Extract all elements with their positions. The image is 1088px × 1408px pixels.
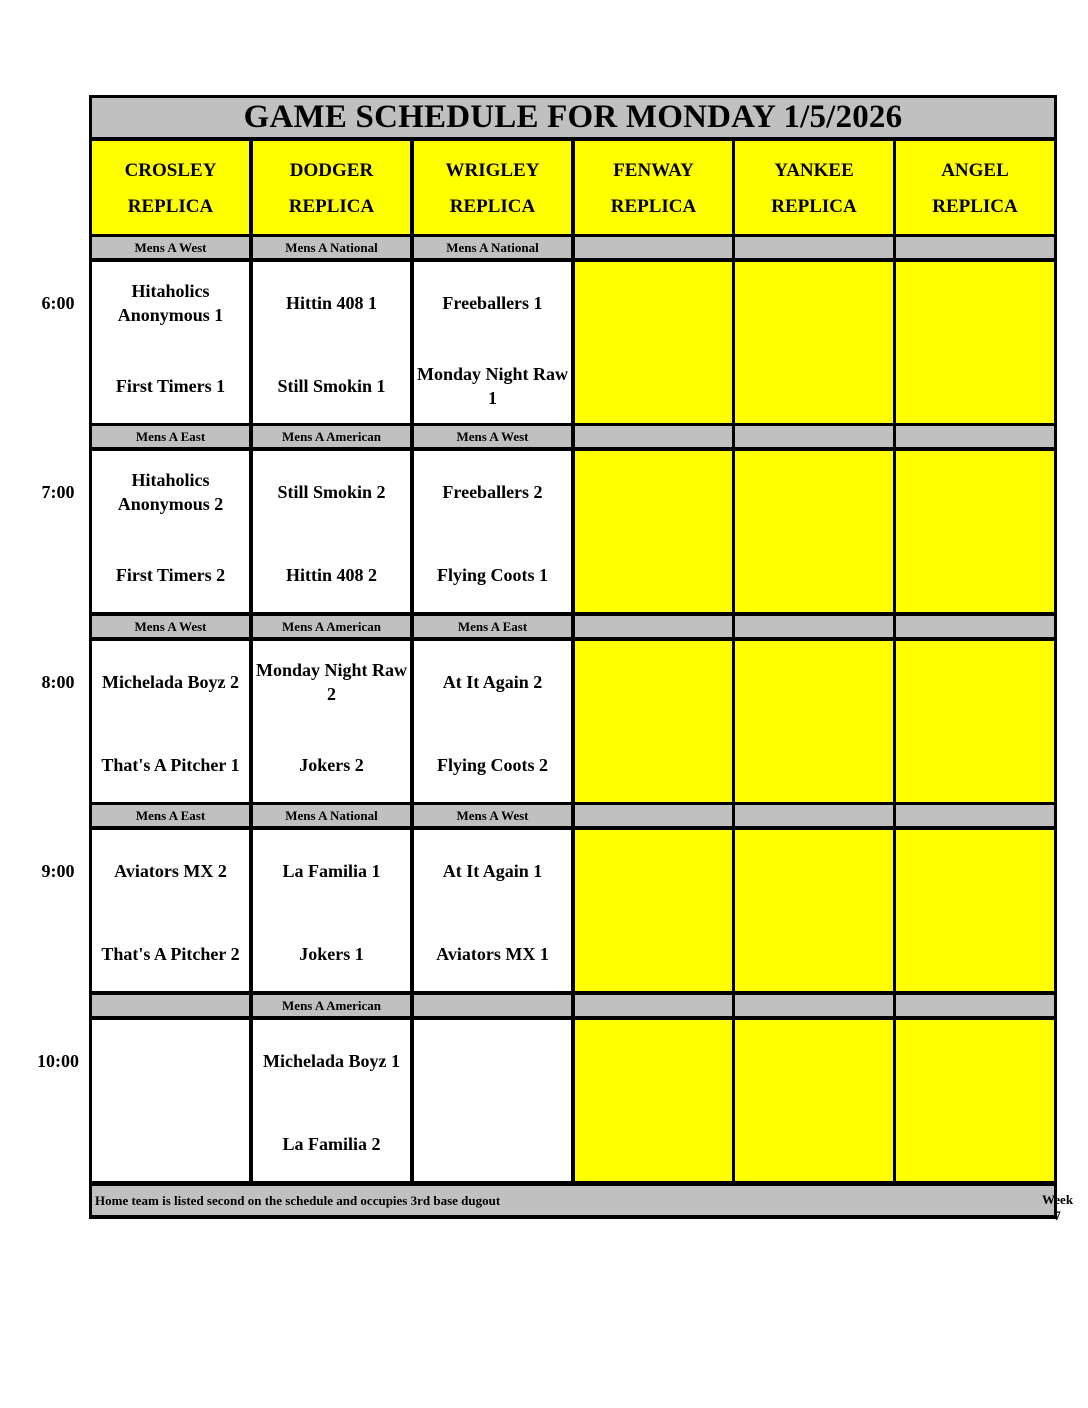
division-label: Mens A American: [253, 426, 410, 447]
game-cell: [92, 262, 249, 423]
field-subtitle: REPLICA: [932, 196, 1018, 217]
home-team: Still Smokin 1: [277, 376, 386, 396]
division-label: [575, 805, 732, 826]
division-label: Mens A East: [92, 805, 249, 826]
footer-note: [92, 1186, 1074, 1223]
field-name: DODGER: [289, 160, 374, 181]
home-team: Aviators MX 1: [436, 944, 549, 964]
home-team: First Timers 1: [115, 376, 226, 396]
division-label: [735, 805, 893, 826]
game-cell: [92, 830, 249, 991]
field-subtitle: REPLICA: [610, 196, 697, 217]
division-label: [896, 426, 1054, 447]
division-label: Mens A West: [414, 426, 571, 447]
division-label: Mens A National: [414, 237, 571, 258]
field-header-crosley: [92, 141, 249, 234]
empty-field-slot: [735, 262, 893, 423]
empty-field-slot: [896, 1020, 1054, 1181]
game-cell: [253, 1020, 410, 1181]
empty-field-slot: [735, 641, 893, 802]
division-label: [896, 805, 1054, 826]
home-team: Jokers 1: [299, 944, 364, 964]
home-team: Flying Coots 1: [436, 565, 548, 585]
visiting-team: Aviators MX 2: [114, 861, 227, 881]
game-cell: [92, 641, 249, 802]
division-label: [414, 995, 571, 1016]
visiting-team: Hitaholics Anonymous 2: [117, 470, 224, 514]
game-cell: [414, 1020, 571, 1181]
game-cell: [414, 262, 571, 423]
home-team: That's A Pitcher 1: [101, 755, 240, 775]
visiting-team: Freeballers 1: [442, 293, 543, 313]
empty-field-slot: [575, 451, 732, 612]
visiting-team: Michelada Boyz 1: [263, 1051, 400, 1071]
visiting-team: La Familia 1: [282, 861, 381, 881]
division-label: [896, 237, 1054, 258]
division-label: [575, 237, 732, 258]
page-title: GAME SCHEDULE FOR MONDAY 1/5/2026: [92, 98, 1054, 137]
division-label: [896, 616, 1054, 637]
division-label: Mens A National: [253, 805, 410, 826]
visiting-team: Monday Night Raw 2: [255, 660, 407, 704]
empty-field-slot: [735, 1020, 893, 1181]
visiting-team: Hittin 408 1: [285, 293, 377, 313]
field-name: FENWAY: [613, 160, 694, 181]
field-name: ANGEL: [941, 160, 1009, 181]
field-subtitle: REPLICA: [288, 196, 375, 217]
game-cell: [414, 641, 571, 802]
field-header-angel: [896, 141, 1054, 234]
visiting-team: Hitaholics Anonymous 1: [117, 281, 224, 325]
division-label: [735, 995, 893, 1016]
home-team: La Familia 2: [282, 1134, 381, 1154]
game-cell: [253, 262, 410, 423]
time-slot-label: 6:00: [41, 293, 75, 313]
visiting-team: Still Smokin 2: [277, 482, 386, 502]
empty-field-slot: [575, 641, 732, 802]
division-label: [896, 995, 1054, 1016]
empty-field-slot: [896, 641, 1054, 802]
visiting-team: Michelada Boyz 2: [102, 672, 239, 692]
home-team: Jokers 2: [299, 755, 364, 775]
division-label: [575, 616, 732, 637]
home-team: Hittin 408 2: [285, 565, 377, 585]
game-cell: [92, 451, 249, 612]
division-label: [735, 426, 893, 447]
field-subtitle: REPLICA: [127, 196, 214, 217]
home-team: Flying Coots 2: [436, 755, 548, 775]
division-label: Mens A American: [253, 616, 410, 637]
division-label: Mens A East: [92, 426, 249, 447]
field-header-dodger: [253, 141, 410, 234]
game-cell: [414, 830, 571, 991]
division-label: [735, 616, 893, 637]
time-slot-label: 10:00: [37, 1051, 79, 1071]
division-label: [575, 995, 732, 1016]
game-cell: [414, 451, 571, 612]
empty-field-slot: [735, 830, 893, 991]
division-label: Mens A West: [414, 805, 571, 826]
home-team: First Timers 2: [115, 565, 226, 585]
time-slot-label: 7:00: [41, 482, 75, 502]
field-subtitle: REPLICA: [449, 196, 536, 217]
division-label: Mens A West: [92, 237, 249, 258]
home-team: Monday Night Raw 1: [416, 364, 568, 408]
time-slot-label: 8:00: [41, 672, 75, 692]
field-header-wrigley: [414, 141, 571, 234]
empty-field-slot: [735, 451, 893, 612]
schedule-table: [89, 95, 1074, 1223]
division-label: Mens A National: [253, 237, 410, 258]
empty-field-slot: [896, 830, 1054, 991]
field-name: CROSLEY: [124, 160, 217, 181]
division-label: Mens A East: [414, 616, 571, 637]
field-header-yankee: [735, 141, 893, 234]
division-label: Mens A American: [253, 995, 410, 1016]
division-label: [92, 995, 249, 1016]
game-cell: [253, 830, 410, 991]
field-name: YANKEE: [774, 160, 854, 181]
empty-field-slot: [575, 262, 732, 423]
home-team-note: Home team is listed second on the schedule and occupies 3rd base dugout: [95, 1192, 501, 1208]
field-header-fenway: [575, 141, 732, 234]
game-cell: [92, 1020, 249, 1181]
division-label: [735, 237, 893, 258]
empty-field-slot: [575, 830, 732, 991]
time-slot-label: 9:00: [41, 861, 75, 881]
visiting-team: Freeballers 2: [442, 482, 543, 502]
empty-field-slot: [896, 451, 1054, 612]
week-label: Week 7: [1042, 1192, 1074, 1223]
empty-field-slot: [896, 262, 1054, 423]
empty-field-slot: [575, 1020, 732, 1181]
field-subtitle: REPLICA: [771, 196, 857, 217]
division-label: Mens A West: [92, 616, 249, 637]
visiting-team: At It Again 1: [442, 861, 543, 881]
game-cell: [253, 641, 410, 802]
game-cell: [253, 451, 410, 612]
visiting-team: At It Again 2: [442, 672, 543, 692]
field-name: WRIGLEY: [445, 160, 540, 181]
home-team: That's A Pitcher 2: [101, 944, 240, 964]
division-label: [575, 426, 732, 447]
